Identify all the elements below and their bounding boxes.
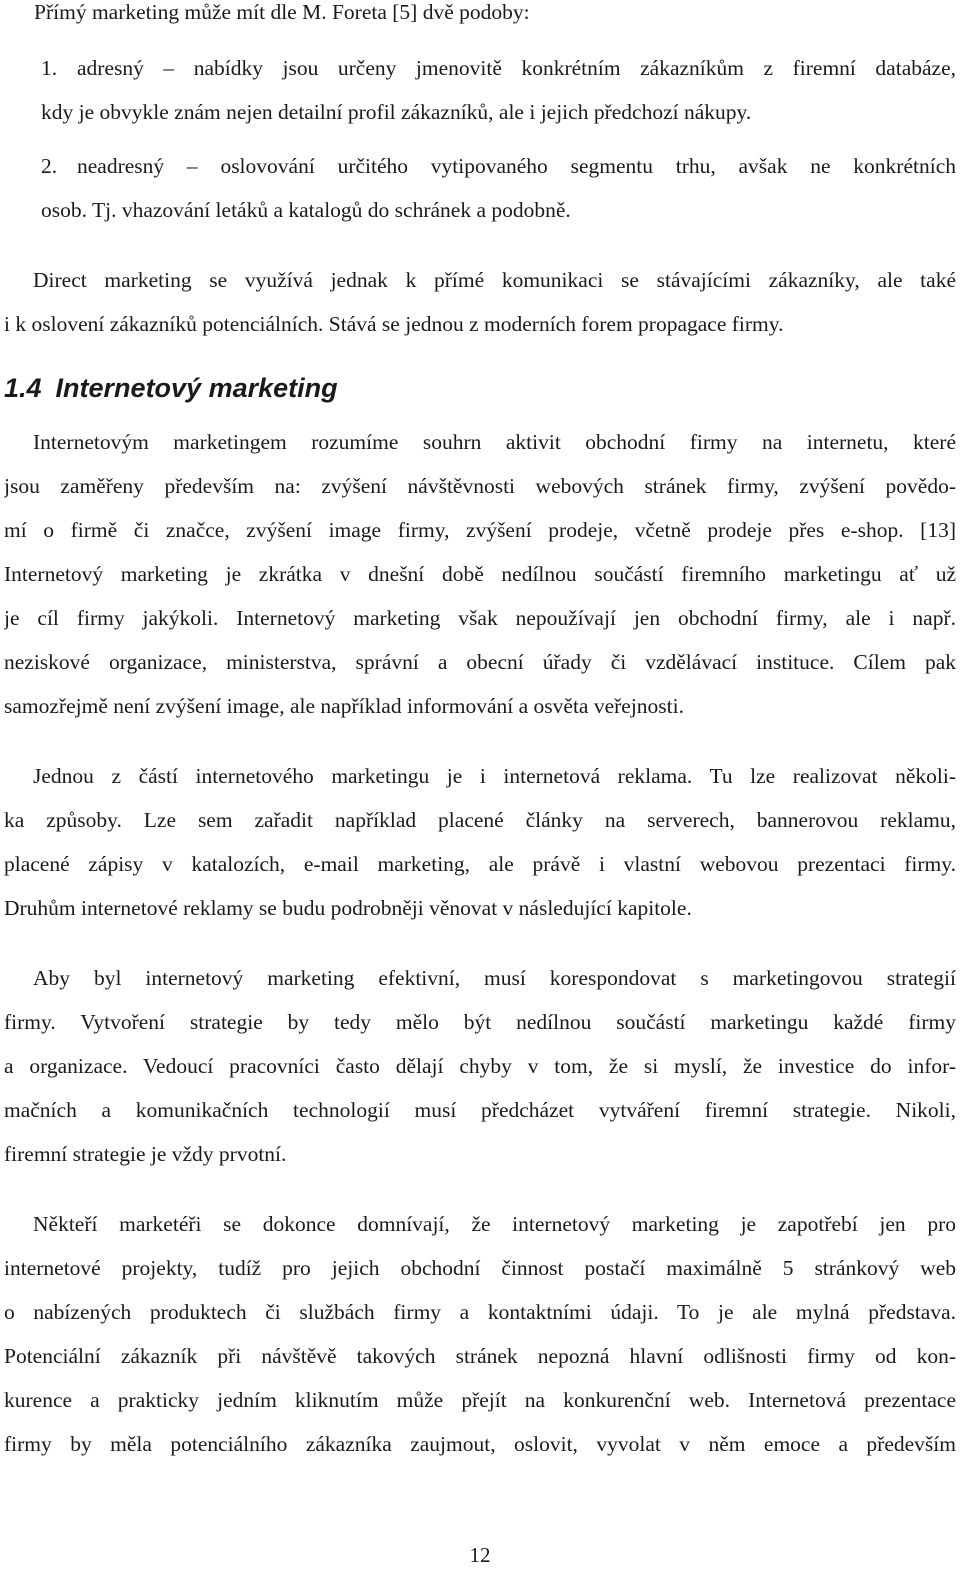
text-line: neziskové organizace, ministerstva, správní a obecní úřady či vzdělávací instituce. Cílem pak: [4, 650, 956, 674]
text-line: firmy by měla potenciálního zákazníka zaujmout, oslovit, vyvolat v něm emoce a především: [4, 1432, 956, 1456]
section-heading: [4, 368, 956, 408]
section-number: 1.4: [4, 373, 42, 403]
text-line: Jednou z částí internetového marketingu je i internetová reklama. Tu lze realizovat několi-: [33, 764, 956, 788]
list-item: [4, 46, 956, 134]
text-line: firemní strategie je vždy prvotní.: [4, 1142, 287, 1166]
text-line: mí o firmě či značce, zvýšení image firmy, zvýšení prodeje, včetně prodeje přes e-shop. [13]: [4, 518, 956, 542]
text-line: Aby byl internetový marketing efektivní, musí korespondovat s marketingovou strategií: [33, 966, 956, 990]
text-line: Druhům internetové reklamy se budu podrobněji věnovat v následující kapitole.: [4, 896, 692, 920]
text-line: Internetovým marketingem rozumíme souhrn aktivit obchodní firmy na internetu, které: [33, 430, 956, 454]
text-line: je cíl firmy jakýkoli. Internetový marketing však nepoužívají jen obchodní firmy, ale i např.: [4, 606, 956, 630]
page-number: 12: [469, 1543, 491, 1567]
page-content: [4, 0, 956, 1466]
list-item-text: neadresný – oslovování určitého vytipovaného segmentu trhu, avšak ne konkrétních: [77, 154, 956, 178]
list-item-number: 2.: [41, 154, 58, 178]
section-title: Internetový marketing: [55, 373, 338, 403]
list-item-first-line: [4, 144, 956, 188]
text-line: Direct marketing se využívá jednak k přímé komunikaci se stávajícími zákazníky, ale také: [33, 268, 956, 292]
text-line: jsou zaměřeny především na: zvýšení návštěvnosti webových stránek firmy, zvýšení povědo-: [4, 474, 956, 498]
paragraph-internet-advertising: [4, 754, 956, 930]
paragraph-internet-marketing: [4, 420, 956, 728]
paragraph-marketers: [4, 1202, 956, 1466]
list-item: [4, 144, 956, 232]
text-line: kurence a prakticky jedním kliknutím může přejít na konkurenční web. Internetová prezentace: [4, 1388, 956, 1412]
bullet-list: [4, 46, 956, 232]
text-line: i k oslovení zákazníků potenciálních. Stává se jednou z moderních forem propagace firmy.: [4, 312, 784, 336]
text-line: placené zápisy v katalozích, e-mail marketing, ale právě i vlastní webovou prezentaci firmy.: [4, 852, 956, 876]
text-line: firmy. Vytvoření strategie by tedy mělo být nedílnou součástí marketingu každé firmy: [4, 1010, 956, 1034]
paragraph-direct-marketing: [4, 258, 956, 346]
text-line: internetové projekty, tudíž pro jejich obchodní činnost postačí maximálně 5 stránkový web: [4, 1256, 956, 1280]
intro-line: Přímý marketing může mít dle M. Foreta [5] dvě podoby:: [34, 0, 530, 24]
text-line: Internetový marketing je zkrátka v dnešní době nedílnou součástí firemního marketingu ať už: [4, 562, 956, 586]
list-item-second-line: osob. Tj. vhazování letáků a katalogů do schránek a podobně.: [41, 198, 571, 222]
list-item-number: 1.: [41, 56, 58, 80]
list-item-second-line: kdy je obvykle znám nejen detailní profil zákazníků, ale i jejich předchozí nákupy.: [41, 100, 752, 124]
text-line: Někteří marketéři se dokonce domnívají, že internetový marketing je zapotřebí jen pro: [33, 1212, 956, 1236]
text-line: mačních a komunikačních technologií musí předcházet vytváření firemní strategie. Nikoli,: [4, 1098, 956, 1122]
text-line: ka způsoby. Lze sem zařadit například placené články na serverech, bannerovou reklamu,: [4, 808, 956, 832]
list-item-first-line: [4, 46, 956, 90]
text-line: o nabízených produktech či službách firmy a kontaktními údaji. To je ale mylná představa.: [4, 1300, 956, 1324]
paragraph-strategy: [4, 956, 956, 1176]
list-item-text: adresný – nabídky jsou určeny jmenovitě konkrétním zákazníkům z firemní databáze,: [77, 56, 956, 80]
text-line: samozřejmě není zvýšení image, ale například informování a osvěta veřejnosti.: [4, 694, 685, 718]
text-line: a organizace. Vedoucí pracovníci často dělají chyby v tom, že si myslí, že investice do infor-: [4, 1054, 956, 1078]
text-line: Potenciální zákazník při návštěvě takových stránek nepozná hlavní odlišnosti firmy od kon-: [4, 1344, 956, 1368]
